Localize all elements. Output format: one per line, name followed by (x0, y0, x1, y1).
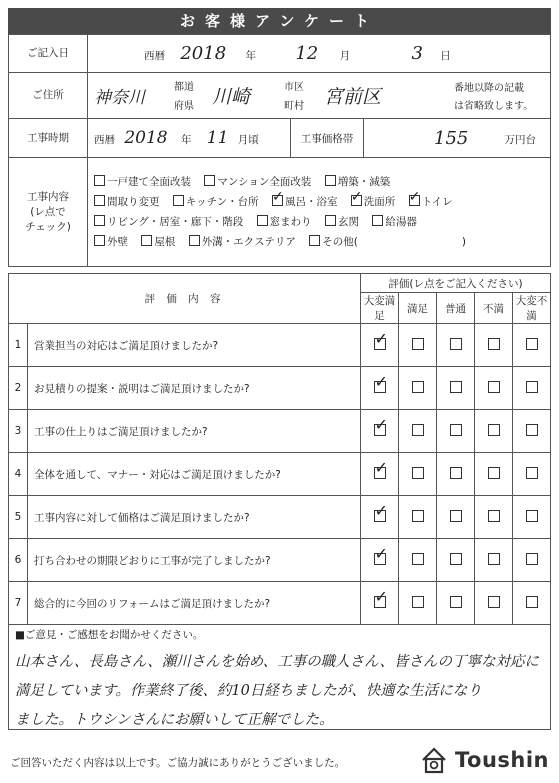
rating-checkbox[interactable] (412, 381, 424, 393)
option-other-close: ) (461, 236, 466, 248)
rating-checkbox-checked[interactable] (374, 596, 386, 608)
option-label: 風呂・浴室 (284, 196, 338, 208)
rating-checkbox[interactable] (488, 553, 500, 565)
rating-checkbox[interactable] (450, 510, 462, 522)
rating-checkbox[interactable] (488, 381, 500, 393)
option-living[interactable] (94, 212, 243, 232)
rating-checkbox[interactable] (412, 596, 424, 608)
rating-cell (475, 539, 513, 582)
address-label: ご住所 (9, 73, 88, 119)
rating-cell (437, 539, 475, 582)
rating-checkbox[interactable] (488, 467, 500, 479)
entry-day-unit: 日 (440, 50, 451, 62)
option-label: 屋根 (154, 236, 176, 248)
rating-checkbox[interactable] (526, 596, 538, 608)
rating-checkbox[interactable] (526, 510, 538, 522)
eval-header-content: 評 価 内 容 (9, 274, 361, 324)
survey-sheet (8, 8, 551, 730)
work-year: 2018 (124, 128, 168, 148)
rating-cell (513, 324, 551, 367)
footer (8, 745, 551, 775)
brand-logo (419, 745, 549, 775)
rating-cell (513, 582, 551, 625)
comment-box[interactable] (8, 625, 551, 730)
rating-checkbox[interactable] (488, 338, 500, 350)
scale-very-satisfied: 大変満足 (361, 293, 399, 324)
eval-header-rating: 評価(レ点をご記入ください) (361, 274, 551, 293)
option-toilet[interactable] (409, 192, 453, 212)
brand-name: Toushin (454, 748, 549, 772)
checkbox[interactable] (325, 215, 336, 226)
rating-cell (475, 496, 513, 539)
evaluation-table (8, 273, 551, 625)
question-number: 7 (9, 582, 28, 625)
entry-year-unit: 年 (245, 50, 256, 62)
address-row (9, 73, 551, 119)
question-row (9, 539, 551, 582)
checkbox[interactable] (94, 195, 105, 206)
checkbox-checked[interactable] (351, 195, 362, 206)
checkbox[interactable] (94, 175, 105, 186)
option-water-heater[interactable] (372, 212, 417, 232)
rating-cell (361, 410, 399, 453)
address-field (88, 73, 551, 119)
comment-text (15, 648, 544, 735)
rating-cell (399, 410, 437, 453)
option-kitchen[interactable] (173, 192, 259, 212)
rating-cell (399, 496, 437, 539)
work-content-label (9, 158, 88, 267)
rating-cell (513, 496, 551, 539)
option-label: 洗面所 (363, 196, 396, 208)
option-layout[interactable] (94, 192, 160, 212)
address-note-2: は省略致します。 (454, 101, 534, 112)
price-field (364, 119, 551, 158)
rating-checkbox[interactable] (412, 467, 424, 479)
rating-cell (399, 582, 437, 625)
rating-checkbox[interactable] (450, 381, 462, 393)
rating-cell (361, 367, 399, 410)
rating-checkbox[interactable] (526, 553, 538, 565)
rating-checkbox[interactable] (488, 510, 500, 522)
rating-cell (513, 367, 551, 410)
rating-checkbox[interactable] (488, 424, 500, 436)
rating-cell (361, 496, 399, 539)
rating-cell (437, 496, 475, 539)
rating-checkbox[interactable] (526, 424, 538, 436)
price-label: 工事価格帯 (291, 119, 364, 158)
rating-checkbox[interactable] (450, 467, 462, 479)
question-number: 5 (9, 496, 28, 539)
entry-date-field (88, 35, 551, 73)
checkbox[interactable] (372, 215, 383, 226)
work-content-row (9, 158, 551, 267)
work-era: 西暦 (94, 134, 115, 146)
comment-line-3: ました。トウシンさんにお願いして正解でした。 (15, 712, 334, 728)
question-text: 全体を通して、マナー・対応はご満足頂けましたか? (28, 453, 361, 496)
rating-cell (361, 453, 399, 496)
rating-checkbox[interactable] (450, 596, 462, 608)
option-other[interactable] (309, 232, 466, 252)
address-prefecture: 神奈川 (94, 88, 145, 108)
entry-day: 3 (411, 43, 423, 64)
question-number: 4 (9, 453, 28, 496)
option-label: リビング・居室・廊下・階段 (107, 216, 244, 228)
checkbox[interactable] (189, 235, 200, 246)
option-label: 玄関 (337, 216, 359, 228)
option-label: キッチン・台所 (185, 196, 259, 208)
comment-line-1: 山本さん、長島さん、瀬川さんを始め、工事の職人さん、皆さんの丁寧な対応に (15, 654, 540, 670)
rating-cell (475, 582, 513, 625)
checkbox-checked[interactable] (409, 195, 420, 206)
question-number: 1 (9, 324, 28, 367)
rating-checkbox-checked[interactable] (374, 553, 386, 565)
option-label: トイレ (421, 196, 453, 208)
rating-cell (513, 539, 551, 582)
question-text: 総合的に今回のリフォームはご満足頂けましたか? (28, 582, 361, 625)
entry-year: 2018 (180, 43, 227, 64)
comment-label: ■ご意見・ご感想をお聞かせください。 (15, 629, 204, 641)
checkbox[interactable] (257, 215, 268, 226)
question-row (9, 453, 551, 496)
rating-checkbox[interactable] (450, 424, 462, 436)
option-label: その他( (322, 236, 358, 248)
option-label: 一戸建て全面改装 (107, 176, 191, 188)
work-period-row (9, 119, 551, 158)
rating-cell (475, 324, 513, 367)
rating-checkbox-checked[interactable] (374, 424, 386, 436)
eval-header-row (9, 274, 551, 293)
scale-satisfied: 満足 (399, 293, 437, 324)
rating-cell (437, 410, 475, 453)
rating-checkbox[interactable] (488, 596, 500, 608)
footer-thanks: ご回答いただく内容は以上です。ご協力誠にありがとうございました。 (10, 757, 346, 769)
work-content-options (88, 158, 551, 267)
house-icon (419, 745, 449, 775)
question-text: お見積りの提案・説明はご満足頂けましたか? (28, 367, 361, 410)
rating-checkbox-checked[interactable] (374, 338, 386, 350)
question-text: 営業担当の対応はご満足頂けましたか? (28, 324, 361, 367)
checkbox[interactable] (325, 175, 336, 186)
rating-cell (361, 539, 399, 582)
info-table (8, 34, 551, 267)
rating-cell (475, 367, 513, 410)
checkbox[interactable] (94, 235, 105, 246)
rating-cell (437, 453, 475, 496)
survey-title: お客様アンケート (8, 8, 551, 34)
option-label: 窓まわり (269, 216, 312, 228)
entry-date-label: ご記入日 (9, 35, 88, 73)
question-number: 2 (9, 367, 28, 410)
rating-checkbox[interactable] (526, 338, 538, 350)
rating-cell (513, 410, 551, 453)
rating-cell (437, 582, 475, 625)
entry-era: 西暦 (144, 50, 165, 62)
question-text: 工事の仕上りはご満足頂けましたか? (28, 410, 361, 453)
work-period-field (88, 119, 291, 158)
checkbox[interactable] (94, 215, 105, 226)
address-city-unit-bottom: 町村 (284, 101, 304, 112)
rating-checkbox-checked[interactable] (374, 467, 386, 479)
entry-month-unit: 月 (339, 50, 351, 62)
scale-normal: 普通 (437, 293, 475, 324)
option-entrance[interactable] (325, 212, 359, 232)
rating-cell (361, 324, 399, 367)
rating-checkbox-checked[interactable] (374, 381, 386, 393)
entry-date-row (9, 35, 551, 73)
checkbox[interactable] (309, 235, 320, 246)
rating-checkbox[interactable] (412, 553, 424, 565)
option-exterior-wall[interactable] (94, 232, 128, 252)
option-label: マンション全面改装 (217, 176, 312, 188)
rating-checkbox[interactable] (412, 424, 424, 436)
rating-cell (437, 367, 475, 410)
option-label: 外壁 (107, 236, 128, 248)
question-row (9, 367, 551, 410)
rating-cell (361, 582, 399, 625)
rating-checkbox[interactable] (412, 510, 424, 522)
address-ward: 宮前区 (324, 86, 382, 108)
question-row (9, 410, 551, 453)
rating-cell (399, 539, 437, 582)
price-value: 155 (434, 127, 469, 149)
work-year-unit: 年 (180, 134, 192, 146)
option-bath[interactable] (272, 192, 338, 212)
rating-cell (475, 410, 513, 453)
scale-very-dissatisfied: 大変不満 (513, 293, 551, 324)
address-city-unit-top: 市区 (284, 82, 304, 93)
work-content-label-1: 工事内容 (27, 190, 69, 203)
rating-checkbox[interactable] (526, 467, 538, 479)
address-note-1: 番地以降の記載 (454, 83, 524, 94)
rating-checkbox-checked[interactable] (374, 510, 386, 522)
question-row (9, 496, 551, 539)
rating-cell (399, 324, 437, 367)
option-full-house[interactable] (94, 172, 191, 192)
rating-cell (475, 453, 513, 496)
rating-checkbox[interactable] (526, 381, 538, 393)
entry-month: 12 (295, 43, 319, 64)
option-washroom[interactable] (351, 192, 396, 212)
checkbox[interactable] (204, 175, 215, 186)
option-label: 間取り変更 (107, 196, 160, 208)
rating-checkbox[interactable] (450, 338, 462, 350)
option-label: 増築・減築 (337, 176, 391, 188)
work-content-label-3: チェック) (25, 220, 71, 233)
address-pref-unit-top: 都道 (174, 82, 194, 93)
rating-cell (399, 453, 437, 496)
option-full-mansion[interactable] (204, 172, 311, 192)
checkbox[interactable] (173, 195, 184, 206)
option-label: 外溝・エクステリア (201, 236, 296, 248)
checkbox-checked[interactable] (272, 195, 283, 206)
rating-cell (399, 367, 437, 410)
option-exterior[interactable] (189, 232, 296, 252)
address-city: 川崎 (212, 86, 251, 108)
question-number: 6 (9, 539, 28, 582)
rating-cell (513, 453, 551, 496)
option-label: 給湯器 (385, 216, 417, 228)
rating-checkbox[interactable] (450, 553, 462, 565)
checkbox[interactable] (141, 235, 152, 246)
work-period-label: 工事時期 (9, 119, 88, 158)
question-text: 工事内容に対して価格はご満足頂けましたか? (28, 496, 361, 539)
work-month-unit: 月頃 (237, 134, 259, 146)
option-roof[interactable] (141, 232, 175, 252)
question-number: 3 (9, 410, 28, 453)
address-pref-unit-bottom: 府県 (174, 101, 194, 112)
scale-dissatisfied: 不満 (475, 293, 513, 324)
rating-checkbox[interactable] (412, 338, 424, 350)
work-month: 11 (206, 128, 229, 148)
work-content-label-2: (レ点で (30, 205, 66, 218)
comment-line-2: 満足しています。作業終了後、約10日経ちましたが、快適な生活になり (15, 683, 482, 699)
option-window[interactable] (257, 212, 312, 232)
price-unit: 万円台 (504, 134, 536, 146)
question-row (9, 324, 551, 367)
question-row (9, 582, 551, 625)
rating-cell (437, 324, 475, 367)
question-text: 打ち合わせの期限どおりに工事が完了しましたか? (28, 539, 361, 582)
